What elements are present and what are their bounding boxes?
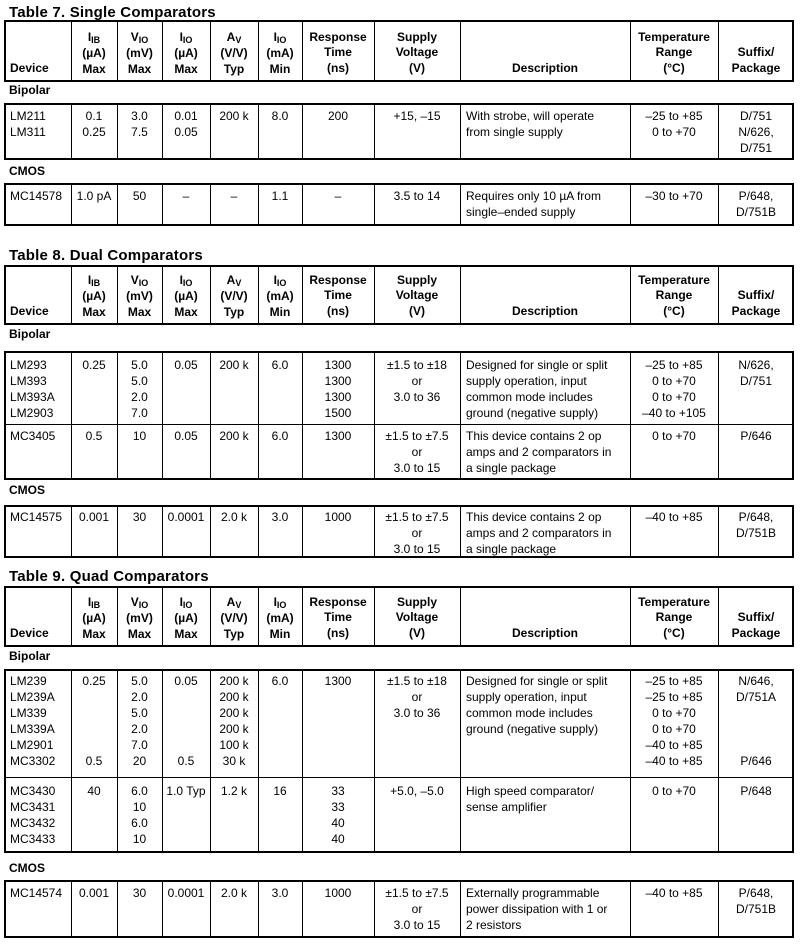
- column-divider: [460, 185, 461, 224]
- cell-temp: –30 to +70: [645, 189, 703, 203]
- column-header-iib: IIB (µA) Max: [82, 272, 106, 319]
- cell-temp: 0 to +70: [652, 429, 696, 443]
- cell-vio: 10: [132, 429, 147, 443]
- column-header-av: AV (V/V) Typ: [220, 29, 248, 76]
- column-header-resp: Response Time (ns): [309, 29, 367, 75]
- column-header-iout: IIO (mA) Min: [266, 594, 294, 641]
- column-header-device: Device: [10, 625, 49, 640]
- column-header-iio: IIO (µA) Max: [174, 29, 198, 76]
- cell-device: MC3430 MC3431 MC3432 MC3433: [10, 784, 56, 846]
- cell-device: MC14575: [10, 510, 63, 524]
- cell-iib: 0.001: [78, 510, 110, 524]
- cell-supply: ±1.5 to ±7.5 or 3.0 to 15: [385, 886, 449, 932]
- column-header-desc: Description: [511, 60, 578, 75]
- column-header-suffix: Suffix/ Package: [731, 288, 781, 318]
- cell-iout: 1.1: [271, 189, 289, 203]
- cell-av: 200 k 200 k 200 k 200 k 100 k 30 k: [219, 674, 249, 768]
- cell-temp: 0 to +70: [652, 784, 696, 798]
- cell-resp: 1300 1300 1300 1500: [324, 358, 352, 420]
- column-header-device: Device: [10, 303, 49, 318]
- column-header-supply: Supply Voltage (V): [395, 594, 439, 640]
- cell-av: 2.0 k: [220, 510, 247, 524]
- cell-iio: 1.0 Typ: [166, 784, 206, 798]
- column-divider: [460, 105, 461, 158]
- cell-temp: –25 to +85 –25 to +85 0 to +70 0 to +70 –40 to +85 –40 to +85: [645, 674, 703, 768]
- cell-vio: 30: [132, 510, 147, 524]
- cell-vio: 50: [132, 189, 147, 203]
- cell-av: 1.2 k: [220, 784, 247, 798]
- cell-supply: ±1.5 to ±7.5 or 3.0 to 15: [385, 429, 449, 475]
- cell-iout: 3.0: [271, 510, 289, 524]
- section-label: Bipolar: [9, 327, 51, 341]
- column-header-temp: Temperature Range (°C): [638, 594, 710, 640]
- column-header-av: AV (V/V) Typ: [220, 272, 248, 319]
- cell-iout: 16: [273, 784, 287, 798]
- cell-temp: –25 to +85 0 to +70: [645, 109, 703, 139]
- cell-resp: –: [334, 189, 342, 203]
- cell-iib: 1.0 pA: [76, 189, 112, 203]
- cell-suffix: N/626, D/751: [738, 358, 774, 388]
- cell-resp: 200: [327, 109, 349, 123]
- cell-iout: 6.0: [271, 674, 289, 688]
- cell-suffix: P/648, D/751B: [735, 886, 777, 916]
- cell-supply: ±1.5 to ±7.5 or 3.0 to 15: [385, 510, 449, 556]
- column-header-resp: Response Time (ns): [309, 594, 367, 640]
- cell-av: 2.0 k: [220, 886, 247, 900]
- cell-vio: 30: [132, 886, 147, 900]
- column-header-desc: Description: [511, 303, 578, 318]
- cell-desc: Designed for single or split supply operation, input common mode includes ground (negative supply): [466, 674, 608, 736]
- column-header-suffix: Suffix/ Package: [731, 45, 781, 75]
- cell-supply: 3.5 to 14: [393, 189, 441, 203]
- column-header-vio: VIO (mV) Max: [126, 594, 153, 641]
- cell-device: LM239 LM239A LM339 LM339A LM2901 MC3302: [10, 674, 56, 768]
- cell-iib: 0.25: [82, 358, 106, 372]
- cell-desc: High speed comparator/ sense amplifier: [466, 784, 595, 814]
- section-label: Bipolar: [9, 83, 51, 97]
- column-divider: [460, 882, 461, 936]
- cell-vio: 6.0 10 6.0 10: [131, 784, 148, 846]
- cell-iib: 0.001: [78, 886, 110, 900]
- cell-desc: With strobe, will operate from single supply: [466, 109, 595, 139]
- cell-suffix: D/751 N/626, D/751: [738, 109, 774, 155]
- column-header-av: AV (V/V) Typ: [220, 594, 248, 641]
- column-header-vio: VIO (mV) Max: [126, 29, 153, 76]
- cell-iio: 0.0001: [167, 886, 205, 900]
- table-title: Table 7. Single Comparators: [9, 4, 216, 21]
- column-header-supply: Supply Voltage (V): [395, 272, 439, 318]
- column-header-suffix: Suffix/ Package: [731, 610, 781, 640]
- column-header-iio: IIO (µA) Max: [174, 594, 198, 641]
- column-header-iout: IIO (mA) Min: [266, 272, 294, 319]
- cell-resp: 33 33 40 40: [331, 784, 345, 846]
- table-title: Table 9. Quad Comparators: [9, 568, 209, 585]
- cell-av: 200 k: [219, 109, 249, 123]
- column-divider: [460, 353, 461, 478]
- cell-vio: 5.0 5.0 2.0 7.0: [131, 358, 148, 420]
- cell-desc: Designed for single or split supply operation, input common mode includes ground (negative supply): [466, 358, 608, 420]
- row-divider: [6, 424, 792, 425]
- cell-av: –: [230, 189, 238, 203]
- cell-supply: ±1.5 to ±18 or 3.0 to 36: [387, 358, 447, 404]
- cell-suffix: P/648, D/751B: [735, 189, 777, 219]
- column-divider: [460, 671, 461, 851]
- cell-resp: 1300: [324, 674, 352, 688]
- cell-temp: –25 to +85 0 to +70 0 to +70 –40 to +105: [642, 358, 706, 420]
- cell-desc: Externally programmable power dissipation with 1 or 2 resistors: [466, 886, 608, 932]
- section-label: Bipolar: [9, 649, 51, 663]
- cell-device: MC3405: [10, 429, 56, 443]
- cell-supply: +5.0, –5.0: [390, 784, 444, 798]
- table-title: Table 8. Dual Comparators: [9, 247, 203, 264]
- column-divider: [258, 671, 259, 851]
- cell-iio: 0.01 0.05: [174, 109, 198, 139]
- cell-iio: 0.05: [174, 358, 198, 372]
- cell-iib: 40: [87, 784, 101, 798]
- column-header-temp: Temperature Range (°C): [638, 29, 710, 75]
- cell-iout: 8.0: [271, 109, 289, 123]
- cell-resp: 1000: [324, 886, 352, 900]
- cell-vio: 3.0 7.5: [131, 109, 148, 139]
- cell-suffix: P/646: [740, 429, 772, 443]
- cell-iib: 0.1 0.25: [82, 109, 106, 139]
- cell-suffix: N/646, D/751A P/646: [735, 674, 777, 768]
- cell-supply: ±1.5 to ±18 or 3.0 to 36: [387, 674, 447, 720]
- cell-temp: –40 to +85: [645, 510, 703, 524]
- cell-device: MC14574: [10, 886, 63, 900]
- column-header-resp: Response Time (ns): [309, 272, 367, 318]
- cell-desc: Requires only 10 µA from single–ended supply: [466, 189, 601, 219]
- column-divider: [460, 507, 461, 556]
- cell-vio: 5.0 2.0 5.0 2.0 7.0 20: [131, 674, 148, 768]
- cell-iio: 0.05: [174, 429, 198, 443]
- column-header-iout: IIO (mA) Min: [266, 29, 294, 76]
- cell-av: 200 k: [219, 358, 249, 372]
- section-label: CMOS: [9, 861, 45, 875]
- cell-iio: –: [182, 189, 190, 203]
- cell-iio: 0.05 0.5: [174, 674, 198, 768]
- cell-iib: 0.25 0.5: [82, 674, 106, 768]
- cell-resp: 1000: [324, 510, 352, 524]
- cell-desc: This device contains 2 op amps and 2 comparators in a single package: [466, 510, 612, 556]
- cell-desc: This device contains 2 op amps and 2 comparators in a single package: [466, 429, 612, 475]
- row-divider: [6, 777, 792, 778]
- cell-device: LM293 LM393 LM393A LM2903: [10, 358, 55, 420]
- column-header-desc: Description: [511, 625, 578, 640]
- column-header-device: Device: [10, 60, 49, 75]
- cell-av: 200 k: [219, 429, 249, 443]
- cell-suffix: P/648, D/751B: [735, 510, 777, 540]
- cell-device: MC14578: [10, 189, 63, 203]
- column-header-iib: IIB (µA) Max: [82, 594, 106, 641]
- column-header-vio: VIO (mV) Max: [126, 272, 153, 319]
- cell-suffix: P/648: [740, 784, 772, 798]
- cell-supply: +15, –15: [393, 109, 441, 123]
- cell-temp: –40 to +85: [645, 886, 703, 900]
- column-header-iio: IIO (µA) Max: [174, 272, 198, 319]
- cell-iib: 0.5: [85, 429, 103, 443]
- cell-resp: 1300: [324, 429, 352, 443]
- section-label: CMOS: [9, 164, 45, 178]
- cell-iout: 3.0: [271, 886, 289, 900]
- section-label: CMOS: [9, 483, 45, 497]
- column-header-supply: Supply Voltage (V): [395, 29, 439, 75]
- cell-iio: 0.0001: [167, 510, 205, 524]
- column-header-iib: IIB (µA) Max: [82, 29, 106, 76]
- cell-iout: 6.0: [271, 429, 289, 443]
- cell-device: LM211 LM311: [10, 109, 46, 139]
- column-header-temp: Temperature Range (°C): [638, 272, 710, 318]
- cell-iout: 6.0: [271, 358, 289, 372]
